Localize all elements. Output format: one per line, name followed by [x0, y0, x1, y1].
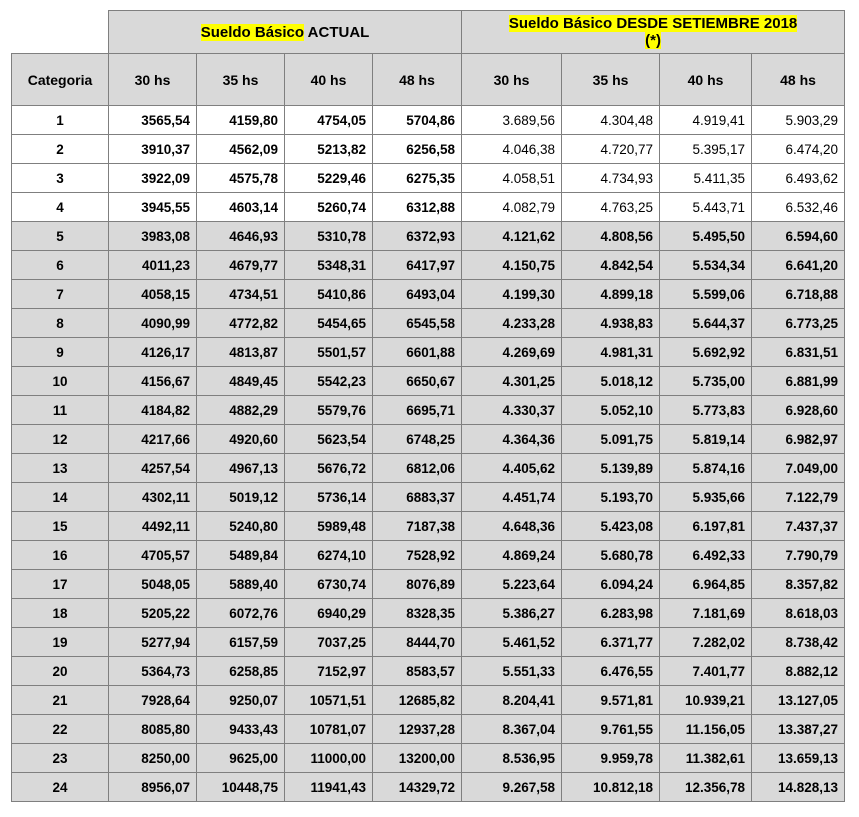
new-salary-cell: 8.882,12	[752, 657, 845, 686]
table-row	[12, 715, 845, 744]
actual-salary-cell: 4603,14	[197, 193, 285, 222]
actual-salary-cell: 4754,05	[285, 106, 373, 135]
table-row	[12, 396, 845, 425]
actual-salary-cell: 4813,87	[197, 338, 285, 367]
table-row	[12, 338, 845, 367]
actual-salary-cell: 6695,71	[373, 396, 462, 425]
new-salary-cell: 5.935,66	[660, 483, 752, 512]
actual-salary-cell: 6157,59	[197, 628, 285, 657]
actual-salary-cell: 6730,74	[285, 570, 373, 599]
new-salary-cell: 4.304,48	[562, 106, 660, 135]
actual-salary-cell: 4575,78	[197, 164, 285, 193]
actual-salary-cell: 6650,67	[373, 367, 462, 396]
new-salary-cell: 4.233,28	[462, 309, 562, 338]
new-salary-cell: 5.423,08	[562, 512, 660, 541]
category-cell: 4	[12, 193, 109, 222]
actual-salary-cell: 4011,23	[109, 251, 197, 280]
table-row	[12, 367, 845, 396]
new-salary-cell: 4.763,25	[562, 193, 660, 222]
corner-blank-cell	[12, 11, 109, 54]
current-salary-highlight: Sueldo Básico	[200, 23, 305, 41]
category-cell: 20	[12, 657, 109, 686]
actual-salary-cell: 4562,09	[197, 135, 285, 164]
actual-salary-cell: 6372,93	[373, 222, 462, 251]
actual-salary-cell: 12937,28	[373, 715, 462, 744]
category-cell: 14	[12, 483, 109, 512]
table-row	[12, 106, 845, 135]
new-salary-cell: 7.790,79	[752, 541, 845, 570]
actual-salary-cell: 9625,00	[197, 744, 285, 773]
table-row	[12, 222, 845, 251]
actual-salary-cell: 5410,86	[285, 280, 373, 309]
new-salary-cell: 6.476,55	[562, 657, 660, 686]
new-salary-cell: 4.364,36	[462, 425, 562, 454]
category-cell: 19	[12, 628, 109, 657]
new-salary-cell: 14.828,13	[752, 773, 845, 802]
new-salary-cell: 12.356,78	[660, 773, 752, 802]
new-salary-group-header	[462, 11, 845, 54]
category-cell: 23	[12, 744, 109, 773]
actual-salary-cell: 5240,80	[197, 512, 285, 541]
actual-salary-cell: 4302,11	[109, 483, 197, 512]
actual-salary-cell: 5489,84	[197, 541, 285, 570]
actual-salary-cell: 4679,77	[197, 251, 285, 280]
new-salary-cell: 6.773,25	[752, 309, 845, 338]
new-salary-cell: 6.928,60	[752, 396, 845, 425]
new-salary-cell: 6.881,99	[752, 367, 845, 396]
actual-salary-cell: 6601,88	[373, 338, 462, 367]
table-row	[12, 773, 845, 802]
actual-salary-cell: 9250,07	[197, 686, 285, 715]
table-row	[12, 251, 845, 280]
actual-salary-cell: 10781,07	[285, 715, 373, 744]
category-cell: 2	[12, 135, 109, 164]
actual-salary-cell: 4772,82	[197, 309, 285, 338]
actual-salary-cell: 5213,82	[285, 135, 373, 164]
actual-salary-cell: 3565,54	[109, 106, 197, 135]
new-salary-cell: 5.018,12	[562, 367, 660, 396]
new-salary-cell: 13.127,05	[752, 686, 845, 715]
new-salary-cell: 6.492,33	[660, 541, 752, 570]
new-salary-cell: 6.283,98	[562, 599, 660, 628]
new-salary-cell: 5.874,16	[660, 454, 752, 483]
actual-salary-cell: 8444,70	[373, 628, 462, 657]
actual-salary-cell: 6072,76	[197, 599, 285, 628]
new-salary-cell: 8.357,82	[752, 570, 845, 599]
new-35hs-header: 35 hs	[562, 54, 660, 106]
actual-salary-cell: 4967,13	[197, 454, 285, 483]
new-salary-cell: 5.903,29	[752, 106, 845, 135]
new-salary-cell: 6.718,88	[752, 280, 845, 309]
actual-salary-cell: 5048,05	[109, 570, 197, 599]
category-cell: 15	[12, 512, 109, 541]
table-row	[12, 454, 845, 483]
new-salary-cell: 5.534,34	[660, 251, 752, 280]
new-salary-cell: 7.181,69	[660, 599, 752, 628]
new-salary-cell: 6.532,46	[752, 193, 845, 222]
category-cell: 13	[12, 454, 109, 483]
new-salary-cell: 4.648,36	[462, 512, 562, 541]
new-salary-cell: 4.082,79	[462, 193, 562, 222]
actual-salary-cell: 6545,58	[373, 309, 462, 338]
actual-salary-cell: 5736,14	[285, 483, 373, 512]
new-salary-cell: 7.437,37	[752, 512, 845, 541]
new-salary-cell: 5.461,52	[462, 628, 562, 657]
actual-salary-cell: 12685,82	[373, 686, 462, 715]
category-cell: 3	[12, 164, 109, 193]
table-row	[12, 570, 845, 599]
actual-salary-cell: 10571,51	[285, 686, 373, 715]
actual-salary-cell: 5229,46	[285, 164, 373, 193]
new-salary-cell: 5.599,06	[660, 280, 752, 309]
table-row	[12, 686, 845, 715]
new-salary-cell: 4.899,18	[562, 280, 660, 309]
new-salary-cell: 4.720,77	[562, 135, 660, 164]
new-salary-cell: 4.405,62	[462, 454, 562, 483]
new-salary-cell: 8.204,41	[462, 686, 562, 715]
new-salary-cell: 10.939,21	[660, 686, 752, 715]
actual-salary-cell: 4882,29	[197, 396, 285, 425]
new-salary-cell: 6.831,51	[752, 338, 845, 367]
new-salary-cell: 5.644,37	[660, 309, 752, 338]
actual-salary-cell: 6417,97	[373, 251, 462, 280]
new-48hs-header: 48 hs	[752, 54, 845, 106]
table-row	[12, 425, 845, 454]
actual-salary-cell: 4705,57	[109, 541, 197, 570]
actual-salary-cell: 4257,54	[109, 454, 197, 483]
table-row	[12, 744, 845, 773]
new-salary-cell: 6.371,77	[562, 628, 660, 657]
category-cell: 1	[12, 106, 109, 135]
new-salary-title: Sueldo Básico DESDE SETIEMBRE 2018	[508, 15, 798, 32]
new-salary-cell: 4.842,54	[562, 251, 660, 280]
category-cell: 18	[12, 599, 109, 628]
actual-salary-cell: 5310,78	[285, 222, 373, 251]
new-salary-cell: 6.094,24	[562, 570, 660, 599]
actual-salary-cell: 5704,86	[373, 106, 462, 135]
new-salary-cell: 6.493,62	[752, 164, 845, 193]
table-row	[12, 512, 845, 541]
new-salary-cell: 6.474,20	[752, 135, 845, 164]
new-salary-cell: 4.330,37	[462, 396, 562, 425]
category-cell: 11	[12, 396, 109, 425]
new-salary-cell: 5.680,78	[562, 541, 660, 570]
actual-salary-cell: 5364,73	[109, 657, 197, 686]
category-cell: 17	[12, 570, 109, 599]
actual-salary-cell: 5501,57	[285, 338, 373, 367]
new-salary-cell: 4.981,31	[562, 338, 660, 367]
actual-salary-cell: 7928,64	[109, 686, 197, 715]
table-row	[12, 541, 845, 570]
actual-salary-cell: 3910,37	[109, 135, 197, 164]
actual-salary-cell: 6940,29	[285, 599, 373, 628]
new-salary-cell: 5.819,14	[660, 425, 752, 454]
new-salary-cell: 4.121,62	[462, 222, 562, 251]
actual-30hs-header: 30 hs	[109, 54, 197, 106]
new-salary-cell: 5.395,17	[660, 135, 752, 164]
salary-table-body	[12, 106, 845, 802]
actual-salary-cell: 4849,45	[197, 367, 285, 396]
category-cell: 7	[12, 280, 109, 309]
new-salary-cell: 6.594,60	[752, 222, 845, 251]
actual-salary-cell: 4920,60	[197, 425, 285, 454]
new-salary-cell: 4.058,51	[462, 164, 562, 193]
actual-salary-cell: 6258,85	[197, 657, 285, 686]
category-cell: 12	[12, 425, 109, 454]
new-salary-cell: 5.052,10	[562, 396, 660, 425]
current-salary-group-header	[109, 11, 462, 54]
new-salary-cell: 5.443,71	[660, 193, 752, 222]
category-cell: 6	[12, 251, 109, 280]
new-salary-cell: 5.139,89	[562, 454, 660, 483]
table-row	[12, 483, 845, 512]
category-cell: 10	[12, 367, 109, 396]
new-salary-cell: 4.938,83	[562, 309, 660, 338]
category-cell: 5	[12, 222, 109, 251]
new-salary-cell: 5.692,92	[660, 338, 752, 367]
actual-salary-cell: 4159,80	[197, 106, 285, 135]
table-row	[12, 628, 845, 657]
actual-salary-cell: 4492,11	[109, 512, 197, 541]
new-salary-cell: 8.738,42	[752, 628, 845, 657]
table-row	[12, 164, 845, 193]
new-salary-cell: 7.282,02	[660, 628, 752, 657]
actual-salary-cell: 4126,17	[109, 338, 197, 367]
actual-salary-cell: 5542,23	[285, 367, 373, 396]
actual-salary-cell: 8956,07	[109, 773, 197, 802]
actual-salary-cell: 5260,74	[285, 193, 373, 222]
actual-salary-cell: 6312,88	[373, 193, 462, 222]
new-salary-cell: 8.536,95	[462, 744, 562, 773]
actual-salary-cell: 6493,04	[373, 280, 462, 309]
new-salary-cell: 4.869,24	[462, 541, 562, 570]
new-salary-cell: 4.734,93	[562, 164, 660, 193]
new-salary-cell: 4.150,75	[462, 251, 562, 280]
actual-salary-cell: 5454,65	[285, 309, 373, 338]
actual-salary-cell: 6275,35	[373, 164, 462, 193]
new-salary-cell: 6.197,81	[660, 512, 752, 541]
category-cell: 16	[12, 541, 109, 570]
category-cell: 22	[12, 715, 109, 744]
actual-salary-cell: 7187,38	[373, 512, 462, 541]
actual-salary-cell: 6256,58	[373, 135, 462, 164]
new-salary-cell: 5.223,64	[462, 570, 562, 599]
new-salary-cell: 4.919,41	[660, 106, 752, 135]
actual-salary-cell: 8085,80	[109, 715, 197, 744]
actual-salary-cell: 5277,94	[109, 628, 197, 657]
actual-salary-cell: 4090,99	[109, 309, 197, 338]
new-salary-cell: 4.808,56	[562, 222, 660, 251]
table-row	[12, 309, 845, 338]
new-salary-cell: 3.689,56	[462, 106, 562, 135]
new-salary-cell: 11.382,61	[660, 744, 752, 773]
table-row	[12, 135, 845, 164]
actual-salary-cell: 8076,89	[373, 570, 462, 599]
new-salary-cell: 9.761,55	[562, 715, 660, 744]
table-row	[12, 280, 845, 309]
actual-salary-cell: 8250,00	[109, 744, 197, 773]
actual-salary-cell: 4184,82	[109, 396, 197, 425]
new-salary-cell: 4.301,25	[462, 367, 562, 396]
new-salary-cell: 5.091,75	[562, 425, 660, 454]
actual-40hs-header: 40 hs	[285, 54, 373, 106]
actual-salary-cell: 7152,97	[285, 657, 373, 686]
actual-salary-cell: 3983,08	[109, 222, 197, 251]
new-salary-cell: 5.773,83	[660, 396, 752, 425]
category-column-header: Categoria	[12, 54, 109, 106]
new-30hs-header: 30 hs	[462, 54, 562, 106]
actual-salary-cell: 4156,67	[109, 367, 197, 396]
category-cell: 8	[12, 309, 109, 338]
new-salary-cell: 6.641,20	[752, 251, 845, 280]
new-salary-cell: 9.267,58	[462, 773, 562, 802]
actual-salary-cell: 6748,25	[373, 425, 462, 454]
new-salary-footnote-mark: (*)	[645, 32, 661, 49]
actual-salary-cell: 14329,72	[373, 773, 462, 802]
new-salary-cell: 5.551,33	[462, 657, 562, 686]
actual-salary-cell: 5889,40	[197, 570, 285, 599]
new-salary-cell: 13.387,27	[752, 715, 845, 744]
actual-salary-cell: 6274,10	[285, 541, 373, 570]
new-salary-cell: 7.401,77	[660, 657, 752, 686]
actual-salary-cell: 5205,22	[109, 599, 197, 628]
new-salary-cell: 5.193,70	[562, 483, 660, 512]
actual-salary-cell: 11941,43	[285, 773, 373, 802]
new-salary-cell: 5.735,00	[660, 367, 752, 396]
new-salary-cell: 4.451,74	[462, 483, 562, 512]
actual-salary-cell: 7037,25	[285, 628, 373, 657]
new-salary-cell: 6.964,85	[660, 570, 752, 599]
new-salary-cell: 7.122,79	[752, 483, 845, 512]
new-salary-cell: 8.367,04	[462, 715, 562, 744]
salary-table	[11, 10, 845, 802]
actual-48hs-header: 48 hs	[373, 54, 462, 106]
actual-salary-cell: 9433,43	[197, 715, 285, 744]
actual-salary-cell: 4217,66	[109, 425, 197, 454]
actual-salary-cell: 11000,00	[285, 744, 373, 773]
new-40hs-header: 40 hs	[660, 54, 752, 106]
actual-salary-cell: 3922,09	[109, 164, 197, 193]
new-salary-cell: 10.812,18	[562, 773, 660, 802]
actual-salary-cell: 5019,12	[197, 483, 285, 512]
actual-salary-cell: 8328,35	[373, 599, 462, 628]
actual-salary-cell: 7528,92	[373, 541, 462, 570]
category-cell: 24	[12, 773, 109, 802]
new-salary-cell: 9.571,81	[562, 686, 660, 715]
actual-salary-cell: 6883,37	[373, 483, 462, 512]
actual-salary-cell: 13200,00	[373, 744, 462, 773]
new-salary-cell: 5.411,35	[660, 164, 752, 193]
actual-salary-cell: 6812,06	[373, 454, 462, 483]
table-row	[12, 193, 845, 222]
new-salary-cell: 5.386,27	[462, 599, 562, 628]
actual-salary-cell: 4734,51	[197, 280, 285, 309]
actual-salary-cell: 5989,48	[285, 512, 373, 541]
new-salary-cell: 4.269,69	[462, 338, 562, 367]
category-cell: 21	[12, 686, 109, 715]
new-salary-cell: 8.618,03	[752, 599, 845, 628]
actual-salary-cell: 8583,57	[373, 657, 462, 686]
actual-salary-cell: 5579,76	[285, 396, 373, 425]
new-salary-cell: 11.156,05	[660, 715, 752, 744]
actual-salary-cell: 4058,15	[109, 280, 197, 309]
new-salary-cell: 13.659,13	[752, 744, 845, 773]
actual-35hs-header: 35 hs	[197, 54, 285, 106]
actual-salary-cell: 4646,93	[197, 222, 285, 251]
new-salary-cell: 9.959,78	[562, 744, 660, 773]
new-salary-cell: 6.982,97	[752, 425, 845, 454]
new-salary-cell: 4.199,30	[462, 280, 562, 309]
actual-salary-cell: 10448,75	[197, 773, 285, 802]
actual-salary-cell: 5348,31	[285, 251, 373, 280]
category-cell: 9	[12, 338, 109, 367]
new-salary-cell: 7.049,00	[752, 454, 845, 483]
table-row	[12, 599, 845, 628]
new-salary-cell: 4.046,38	[462, 135, 562, 164]
table-row	[12, 657, 845, 686]
new-salary-cell: 5.495,50	[660, 222, 752, 251]
actual-salary-cell: 5623,54	[285, 425, 373, 454]
actual-salary-cell: 3945,55	[109, 193, 197, 222]
actual-salary-cell: 5676,72	[285, 454, 373, 483]
current-salary-suffix: ACTUAL	[304, 23, 370, 41]
